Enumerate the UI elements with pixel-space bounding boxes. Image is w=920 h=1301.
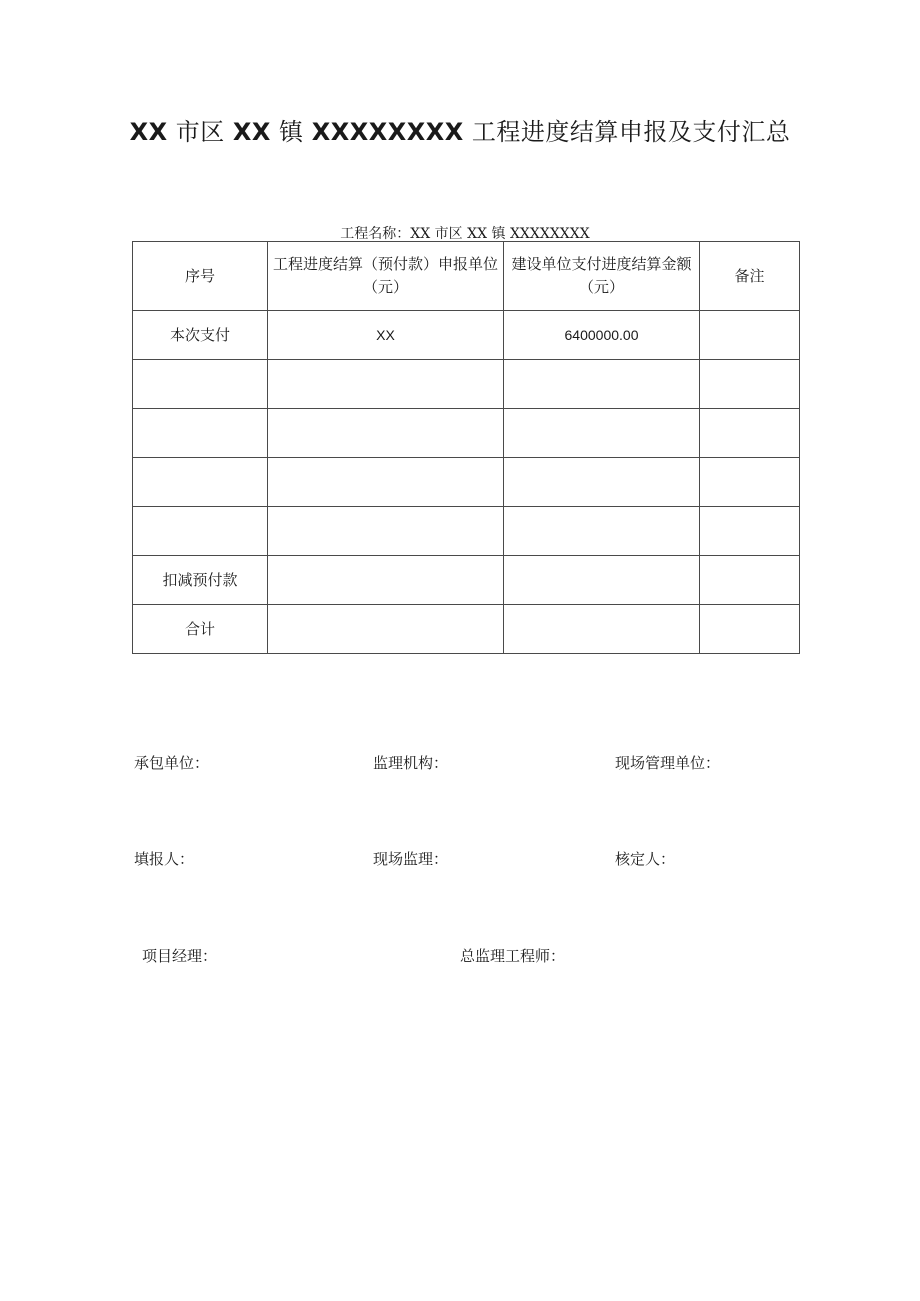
title-part: 工程进度结算申报及支付汇总	[463, 118, 791, 146]
signature-site-management: 现场管理单位：	[615, 754, 721, 772]
table-row	[133, 360, 800, 409]
table-cell	[268, 360, 504, 409]
table-cell	[504, 409, 700, 458]
title-part: XXXXXXXX	[311, 118, 464, 146]
table-header-row	[133, 242, 800, 311]
project-name	[0, 223, 920, 243]
signature-contractor: 承包单位：	[134, 754, 210, 772]
settlement-table	[132, 241, 800, 654]
signature-supervision-agency: 监理机构：	[373, 754, 449, 772]
table-cell	[504, 507, 700, 556]
title-part: XX	[232, 118, 271, 146]
table-row	[133, 311, 800, 360]
table-cell	[700, 360, 800, 409]
table-cell	[133, 507, 268, 556]
table-cell	[504, 556, 700, 605]
table-cell: 本次支付	[133, 311, 268, 360]
table-cell	[268, 556, 504, 605]
table-row	[133, 409, 800, 458]
header-cell-remarks: 备注	[700, 242, 800, 311]
table-cell	[133, 360, 268, 409]
table-cell	[133, 458, 268, 507]
title-part: XX	[129, 118, 168, 146]
table-cell	[268, 605, 504, 654]
table-row	[133, 507, 800, 556]
table-cell	[700, 409, 800, 458]
table-cell	[268, 507, 504, 556]
table-cell	[268, 409, 504, 458]
table-cell: 6400000.00	[504, 311, 700, 360]
header-cell-declared-amount: 工程进度结算（预付款）申报单位（元）	[268, 242, 504, 311]
table-cell	[700, 458, 800, 507]
project-name-value: XX 市区 XX 镇 XXXXXXXX	[410, 226, 590, 242]
table-cell	[268, 458, 504, 507]
table-cell	[133, 409, 268, 458]
table-cell: XX	[268, 311, 504, 360]
signature-site-supervisor: 现场监理：	[373, 850, 449, 868]
table-cell	[700, 605, 800, 654]
signature-approver: 核定人：	[615, 850, 676, 868]
table-cell: 扣减预付款	[133, 556, 268, 605]
table-cell: 合计	[133, 605, 268, 654]
table-row	[133, 458, 800, 507]
table-cell	[504, 605, 700, 654]
header-cell-index: 序号	[133, 242, 268, 311]
table-cell	[700, 507, 800, 556]
title-part: 镇	[270, 118, 312, 146]
header-cell-paid-amount: 建设单位支付进度结算金额（元）	[504, 242, 700, 311]
table-cell	[700, 311, 800, 360]
table-row	[133, 556, 800, 605]
signature-chief-supervisor: 总监理工程师：	[460, 947, 566, 965]
title-part: 市区	[167, 118, 233, 146]
document-title	[0, 112, 920, 147]
table-cell	[700, 556, 800, 605]
signature-filler: 填报人：	[134, 850, 195, 868]
table-row	[133, 605, 800, 654]
signature-project-manager: 项目经理：	[142, 947, 218, 965]
table-cell	[504, 360, 700, 409]
project-name-label: 工程名称：	[340, 226, 411, 242]
table-cell	[504, 458, 700, 507]
